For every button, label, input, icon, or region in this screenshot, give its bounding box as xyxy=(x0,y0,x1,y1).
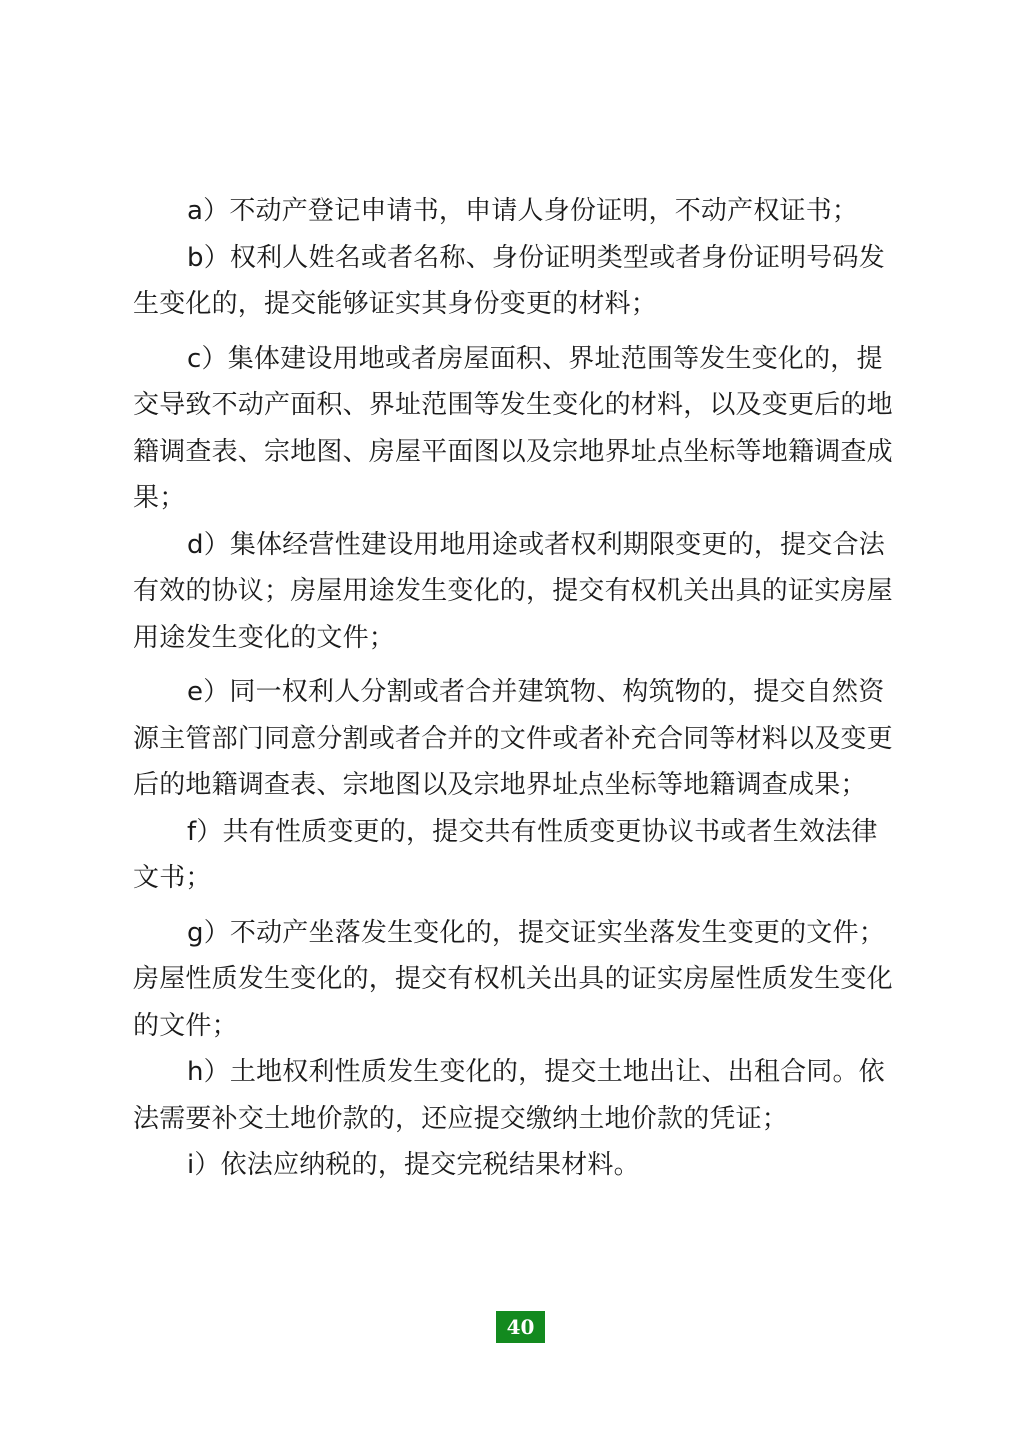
paragraph-g: g）不动产坐落发生变化的，提交证实坐落发生变更的文件；房屋性质发生变化的，提交有权机关出具的证实房屋性质发生变化的文件； xyxy=(133,917,893,1041)
page-number-badge: 40 xyxy=(496,1311,545,1343)
paragraph-c: c）集体建设用地或者房屋面积、界址范围等发生变化的，提交导致不动产面积、界址范围等发生变化的材料，以及变更后的地籍调查表、宗地图、房屋平面图以及宗地界址点坐标等地籍调查成果； xyxy=(133,343,893,513)
paragraph-b: b）权利人姓名或者名称、身份证明类型或者身份证明号码发生变化的，提交能够证实其身份变更的材料； xyxy=(133,242,885,319)
paragraph-f: f）共有性质变更的，提交共有性质变更协议书或者生效法律文书； xyxy=(133,816,878,893)
paragraph-d: d）集体经营性建设用地用途或者权利期限变更的，提交合法有效的协议；房屋用途发生变化的，提交有权机关出具的证实房屋用途发生变化的文件； xyxy=(133,529,893,653)
paragraph-h: h）土地权利性质发生变化的，提交土地出让、出租合同。依法需要补交土地价款的，还应提交缴纳土地价款的凭证； xyxy=(133,1057,885,1134)
paragraph-e: e）同一权利人分割或者合并建筑物、构筑物的，提交自然资源主管部门同意分割或者合并的文件或者补充合同等材料以及变更后的地籍调查表、宗地图以及宗地界址点坐标等地籍调查成果； xyxy=(133,677,893,800)
document-body xyxy=(133,188,903,1189)
paragraph-i: i）依法应纳税的，提交完税结果材料。 xyxy=(187,1150,640,1180)
paragraph-a: a）不动产登记申请书，申请人身份证明，不动产权证书； xyxy=(187,196,859,226)
